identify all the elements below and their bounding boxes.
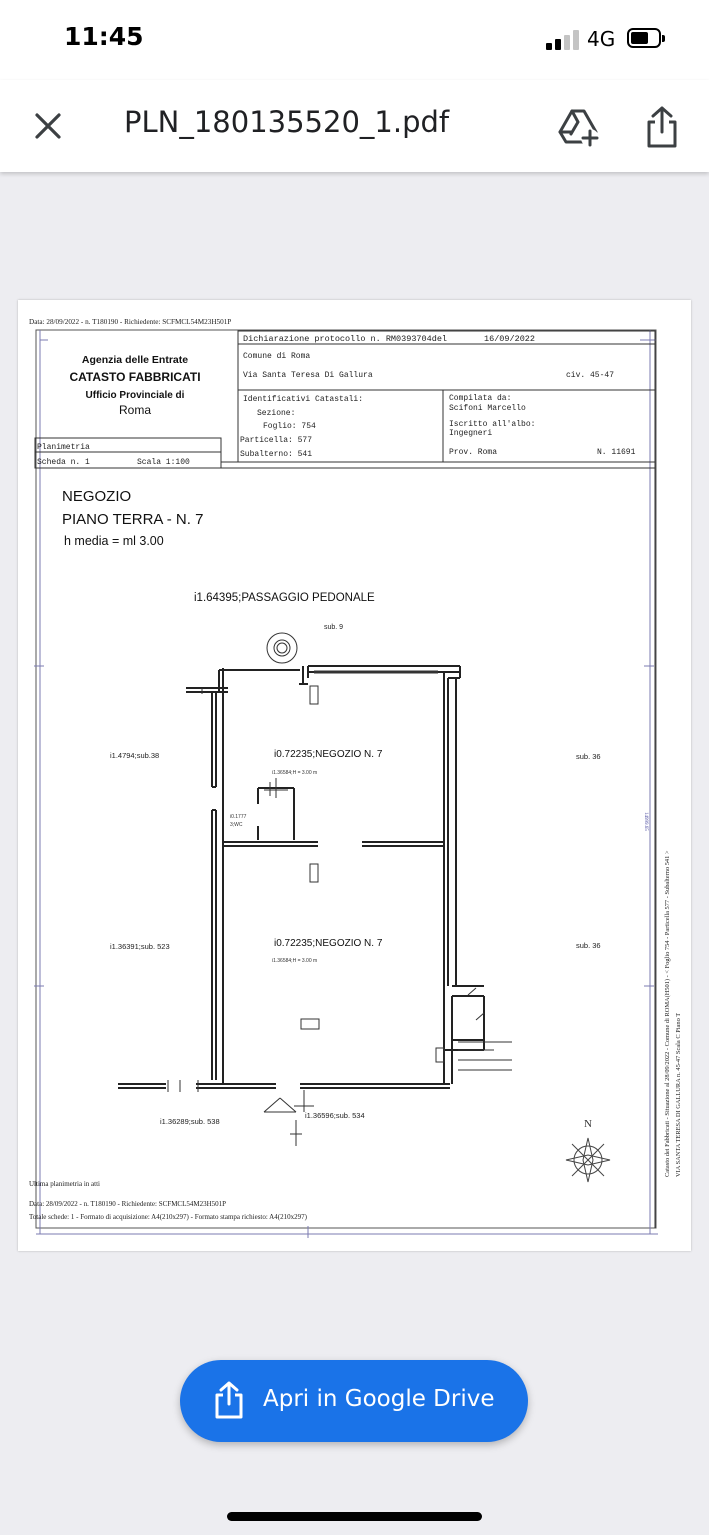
compiled-title: Compilata da: bbox=[449, 394, 512, 403]
office-line-2: CATASTO FABBRICATI bbox=[69, 370, 201, 384]
right-lower-label: sub. 36 bbox=[576, 941, 601, 950]
planimetria-label: Planimetria bbox=[37, 443, 90, 452]
subalterno: Subalterno: 541 bbox=[240, 450, 313, 459]
north-label: N bbox=[584, 1118, 592, 1130]
albo-value: Ingegneri bbox=[449, 429, 493, 438]
wc-label-1: i0.1777 bbox=[230, 814, 247, 820]
open-in-drive-button[interactable] bbox=[180, 1360, 528, 1442]
bottom-note-1: Ultima planimetria in atti bbox=[29, 1180, 100, 1188]
heading-line-3: h media = ml 3.00 bbox=[64, 534, 164, 548]
office-line-4: Roma bbox=[118, 403, 152, 417]
office-line-3: Ufficio Provinciale di bbox=[85, 390, 185, 401]
bottom-note-2: Data: 28/09/2022 - n. T180190 - Richiedente: SCFMCL54M23H501P bbox=[29, 1200, 227, 1208]
right-upper-label: sub. 36 bbox=[576, 752, 601, 761]
bottom-note-3: Totale schede: 1 - Formato di acquisizione: A4(210x297) - Formato stampa richiesto: A4(210x297) bbox=[29, 1213, 307, 1221]
vertical-note-2: VIA SANTA TERESA DI GALLURA n. 45-47 Scala C Piano T bbox=[675, 1012, 682, 1177]
room-lower-height: i1.36584;H = 3.00 m bbox=[272, 958, 318, 964]
wc-label-2: 3;WC bbox=[230, 822, 243, 828]
declaration-label: Dichiarazione protocollo n. RM0393704del bbox=[243, 334, 448, 344]
battery-icon bbox=[627, 28, 665, 48]
left-upper-label: i1.4794;sub.38 bbox=[110, 751, 160, 760]
close-icon bbox=[26, 104, 70, 148]
office-line-1: Agenzia delle Entrate bbox=[81, 354, 189, 366]
status-bar bbox=[0, 0, 709, 80]
side-stamp: 14999.65 bbox=[643, 812, 648, 831]
room-upper-height: i1.36584;H = 3.00 m bbox=[272, 770, 318, 776]
status-time: 11:45 bbox=[64, 22, 144, 51]
room-upper-label: i0.72235;NEGOZIO N. 7 bbox=[274, 749, 383, 760]
left-lower-label: i1.36391;sub. 523 bbox=[110, 942, 170, 951]
heading-line-1: NEGOZIO bbox=[62, 488, 132, 505]
address: Via Santa Teresa Di Gallura bbox=[243, 371, 373, 380]
column-symbol bbox=[267, 633, 297, 663]
open-in-drive-label: Apri in Google Drive bbox=[263, 1386, 495, 1412]
comune: Comune di Roma bbox=[243, 352, 311, 361]
scheda-label: Scheda n. 1 bbox=[37, 458, 90, 467]
sub9-label: sub. 9 bbox=[324, 624, 344, 631]
foglio: Foglio: 754 bbox=[263, 422, 316, 431]
share-icon bbox=[212, 1380, 246, 1420]
share-icon bbox=[640, 104, 684, 150]
heading-line-2: PIANO TERRA - N. 7 bbox=[62, 511, 204, 528]
albo-title: Iscritto all'albo: bbox=[449, 420, 536, 429]
passaggio-label: i1.64395;PASSAGGIO PEDONALE bbox=[194, 592, 375, 604]
identifiers-title: Identificativi Catastali: bbox=[243, 395, 364, 404]
network-type: 4G bbox=[587, 27, 616, 51]
scala-label: Scala 1:100 bbox=[137, 458, 190, 467]
close-button[interactable] bbox=[26, 104, 70, 148]
room-lower-label: i0.72235;NEGOZIO N. 7 bbox=[274, 938, 383, 949]
top-note: Data: 28/09/2022 - n. T180190 - Richiedente: SCFMCL54M23H501P bbox=[29, 318, 232, 326]
province: Prov. Roma bbox=[449, 448, 498, 457]
civic-number: civ. 45-47 bbox=[566, 371, 615, 380]
document-title: PLN_180135520_1.pdf bbox=[124, 105, 450, 139]
bottom-left-label: i1.36289;sub. 538 bbox=[160, 1117, 220, 1126]
particella: Particella: 577 bbox=[240, 436, 313, 445]
albo-number: N. 11691 bbox=[597, 448, 636, 457]
vertical-note-1: Catasto dei Fabbricati - Situazione al 28/09/2022 - Comune di ROMA(H501) - < Foglio 754 - Particella 577 - Subalterno 541 > bbox=[664, 850, 671, 1177]
pdf-page[interactable] bbox=[18, 300, 691, 1251]
north-arrow-icon bbox=[566, 1138, 610, 1182]
sezione: Sezione: bbox=[257, 409, 296, 418]
bottom-right-label: i1.36596;sub. 534 bbox=[305, 1111, 365, 1120]
declaration-date: 16/09/2022 bbox=[484, 334, 536, 344]
drive-add-icon bbox=[556, 105, 600, 149]
add-to-drive-button[interactable] bbox=[556, 105, 600, 149]
share-button[interactable] bbox=[640, 104, 684, 150]
home-indicator[interactable] bbox=[227, 1512, 482, 1521]
viewer-toolbar bbox=[0, 80, 709, 172]
cellular-signal-icon bbox=[546, 30, 580, 50]
compiler-name: Scifoni Marcello bbox=[449, 404, 526, 413]
